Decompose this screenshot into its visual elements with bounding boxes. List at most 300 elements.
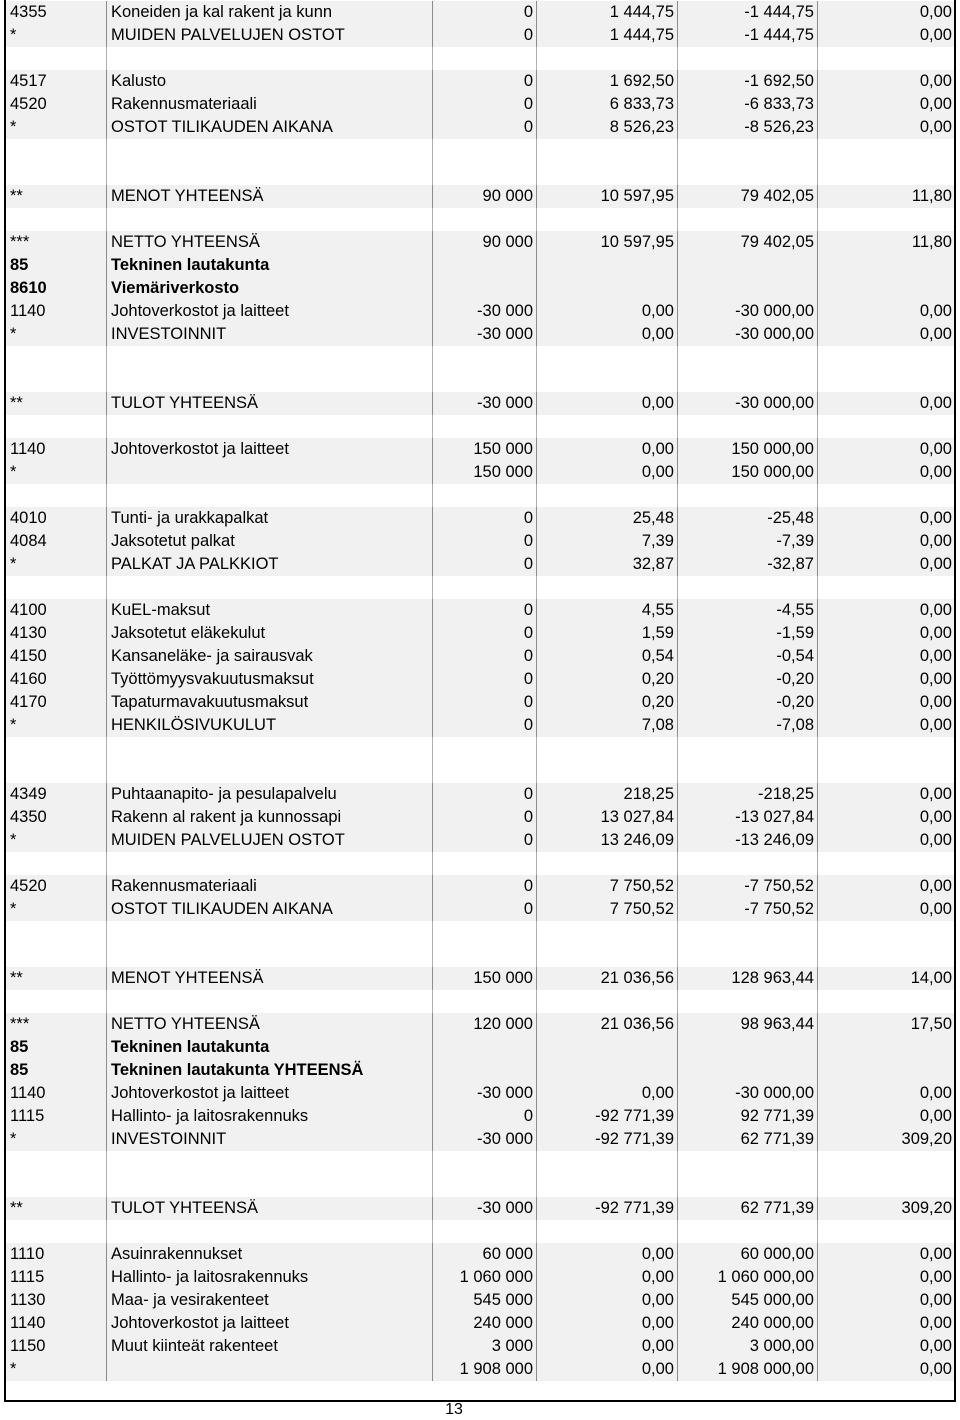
account-name-cell: Tunti- ja urakkapalkat bbox=[106, 507, 432, 530]
account-code-cell: * bbox=[6, 553, 106, 576]
account-name-cell bbox=[106, 737, 432, 760]
spacer-row bbox=[6, 760, 954, 783]
budget-cell: 0 bbox=[432, 645, 536, 668]
account-name-cell bbox=[106, 484, 432, 507]
account-name-cell: TULOT YHTEENSÄ bbox=[106, 392, 432, 415]
account-name-cell bbox=[106, 415, 432, 438]
budget-cell: -30 000 bbox=[432, 1082, 536, 1105]
budget-cell: 0 bbox=[432, 530, 536, 553]
remaining-cell bbox=[677, 484, 817, 507]
account-name-cell bbox=[106, 461, 432, 484]
remaining-cell bbox=[677, 47, 817, 70]
account-name-cell bbox=[106, 1220, 432, 1243]
table-row bbox=[6, 507, 954, 530]
remaining-cell: 92 771,39 bbox=[677, 1105, 817, 1128]
percent-cell bbox=[817, 346, 954, 369]
used-cell bbox=[536, 346, 677, 369]
account-name-cell: NETTO YHTEENSÄ bbox=[106, 231, 432, 254]
used-cell: 0,00 bbox=[536, 1358, 677, 1381]
account-code-cell bbox=[6, 162, 106, 185]
percent-cell: 0,00 bbox=[817, 93, 954, 116]
table-row bbox=[6, 1036, 954, 1059]
account-code-cell: 1115 bbox=[6, 1105, 106, 1128]
percent-cell bbox=[817, 944, 954, 967]
remaining-cell: 545 000,00 bbox=[677, 1289, 817, 1312]
account-name-cell: Jaksotetut palkat bbox=[106, 530, 432, 553]
account-code-cell: 4010 bbox=[6, 507, 106, 530]
budget-cell bbox=[432, 369, 536, 392]
account-code-cell bbox=[6, 944, 106, 967]
budget-cell bbox=[432, 346, 536, 369]
account-name-cell bbox=[106, 47, 432, 70]
account-code-cell: 1140 bbox=[6, 1082, 106, 1105]
account-code-cell: ** bbox=[6, 967, 106, 990]
used-cell bbox=[536, 139, 677, 162]
budget-cell: 0 bbox=[432, 24, 536, 47]
used-cell bbox=[536, 760, 677, 783]
budget-cell: 0 bbox=[432, 93, 536, 116]
remaining-cell bbox=[677, 162, 817, 185]
budget-cell: 0 bbox=[432, 1, 536, 24]
account-name-cell: NETTO YHTEENSÄ bbox=[106, 1013, 432, 1036]
account-name-cell bbox=[106, 990, 432, 1013]
account-code-cell bbox=[6, 484, 106, 507]
account-code-cell: 4355 bbox=[6, 1, 106, 24]
budget-cell: 0 bbox=[432, 70, 536, 93]
budget-cell: -30 000 bbox=[432, 300, 536, 323]
percent-cell bbox=[817, 139, 954, 162]
used-cell: 7,08 bbox=[536, 714, 677, 737]
remaining-cell bbox=[677, 1036, 817, 1059]
account-name-cell bbox=[106, 139, 432, 162]
table-row bbox=[6, 323, 954, 346]
budget-cell: 0 bbox=[432, 622, 536, 645]
table-row bbox=[6, 1358, 954, 1381]
used-cell: 0,54 bbox=[536, 645, 677, 668]
table-row bbox=[6, 668, 954, 691]
budget-cell: 0 bbox=[432, 898, 536, 921]
remaining-cell bbox=[677, 760, 817, 783]
percent-cell: 17,50 bbox=[817, 1013, 954, 1036]
remaining-cell: -1 444,75 bbox=[677, 1, 817, 24]
account-name-cell: Muut kiinteät rakenteet bbox=[106, 1335, 432, 1358]
budget-cell: 0 bbox=[432, 599, 536, 622]
budget-cell: 3 000 bbox=[432, 1335, 536, 1358]
spacer-row bbox=[6, 1151, 954, 1174]
account-code-cell bbox=[6, 576, 106, 599]
table-row bbox=[6, 1, 954, 24]
account-code-cell bbox=[6, 921, 106, 944]
table-row bbox=[6, 691, 954, 714]
remaining-cell: -0,20 bbox=[677, 691, 817, 714]
table-row bbox=[6, 1128, 954, 1151]
account-name-cell: MENOT YHTEENSÄ bbox=[106, 967, 432, 990]
used-cell: 6 833,73 bbox=[536, 93, 677, 116]
used-cell bbox=[536, 277, 677, 300]
budget-cell: 0 bbox=[432, 116, 536, 139]
used-cell: 10 597,95 bbox=[536, 185, 677, 208]
remaining-cell: -4,55 bbox=[677, 599, 817, 622]
percent-cell: 14,00 bbox=[817, 967, 954, 990]
percent-cell: 0,00 bbox=[817, 783, 954, 806]
spacer-row bbox=[6, 1220, 954, 1243]
table-row bbox=[6, 898, 954, 921]
used-cell: 1,59 bbox=[536, 622, 677, 645]
account-code-cell: ** bbox=[6, 1197, 106, 1220]
percent-cell bbox=[817, 369, 954, 392]
spacer-row bbox=[6, 944, 954, 967]
percent-cell bbox=[817, 737, 954, 760]
account-name-cell: OSTOT TILIKAUDEN AIKANA bbox=[106, 898, 432, 921]
percent-cell: 0,00 bbox=[817, 461, 954, 484]
used-cell: 0,00 bbox=[536, 1243, 677, 1266]
account-name-cell bbox=[106, 576, 432, 599]
spacer-row bbox=[6, 139, 954, 162]
account-name-cell: Koneiden ja kal rakent ja kunn bbox=[106, 1, 432, 24]
percent-cell bbox=[817, 921, 954, 944]
budget-cell bbox=[432, 760, 536, 783]
used-cell: 7,39 bbox=[536, 530, 677, 553]
account-name-cell: Jaksotetut eläkekulut bbox=[106, 622, 432, 645]
account-name-cell: PALKAT JA PALKKIOT bbox=[106, 553, 432, 576]
budget-cell bbox=[432, 484, 536, 507]
used-cell bbox=[536, 576, 677, 599]
budget-cell bbox=[432, 852, 536, 875]
remaining-cell: 98 963,44 bbox=[677, 1013, 817, 1036]
account-name-cell: Kalusto bbox=[106, 70, 432, 93]
remaining-cell: -7,39 bbox=[677, 530, 817, 553]
budget-cell: 150 000 bbox=[432, 461, 536, 484]
remaining-cell: 62 771,39 bbox=[677, 1128, 817, 1151]
used-cell: 21 036,56 bbox=[536, 967, 677, 990]
used-cell: 13 027,84 bbox=[536, 806, 677, 829]
used-cell: 7 750,52 bbox=[536, 898, 677, 921]
remaining-cell bbox=[677, 369, 817, 392]
used-cell: 0,20 bbox=[536, 691, 677, 714]
budget-cell: -30 000 bbox=[432, 323, 536, 346]
account-name-cell: Rakennusmateriaali bbox=[106, 93, 432, 116]
budget-cell: 0 bbox=[432, 829, 536, 852]
table-row bbox=[6, 24, 954, 47]
budget-cell: 0 bbox=[432, 714, 536, 737]
remaining-cell: -13 246,09 bbox=[677, 829, 817, 852]
percent-cell bbox=[817, 990, 954, 1013]
remaining-cell: -1 692,50 bbox=[677, 70, 817, 93]
account-code-cell: 1140 bbox=[6, 438, 106, 461]
remaining-cell bbox=[677, 737, 817, 760]
percent-cell bbox=[817, 1036, 954, 1059]
table-row bbox=[6, 1243, 954, 1266]
percent-cell bbox=[817, 760, 954, 783]
remaining-cell bbox=[677, 944, 817, 967]
percent-cell: 11,80 bbox=[817, 231, 954, 254]
percent-cell: 0,00 bbox=[817, 1312, 954, 1335]
spacer-row bbox=[6, 737, 954, 760]
percent-cell: 0,00 bbox=[817, 323, 954, 346]
remaining-cell: -13 027,84 bbox=[677, 806, 817, 829]
used-cell bbox=[536, 254, 677, 277]
table-row bbox=[6, 93, 954, 116]
used-cell: 0,00 bbox=[536, 1289, 677, 1312]
used-cell: 32,87 bbox=[536, 553, 677, 576]
budget-cell bbox=[432, 944, 536, 967]
used-cell bbox=[536, 47, 677, 70]
account-name-cell: Tapaturmavakuutusmaksut bbox=[106, 691, 432, 714]
account-name-cell: Puhtaanapito- ja pesulapalvelu bbox=[106, 783, 432, 806]
account-code-cell: * bbox=[6, 1358, 106, 1381]
percent-cell: 0,00 bbox=[817, 691, 954, 714]
remaining-cell: -30 000,00 bbox=[677, 300, 817, 323]
percent-cell bbox=[817, 1220, 954, 1243]
account-code-cell bbox=[6, 346, 106, 369]
used-cell: 0,00 bbox=[536, 1266, 677, 1289]
account-name-cell: OSTOT TILIKAUDEN AIKANA bbox=[106, 116, 432, 139]
budget-cell: 0 bbox=[432, 783, 536, 806]
account-name-cell: Tekninen lautakunta YHTEENSÄ bbox=[106, 1059, 432, 1082]
remaining-cell bbox=[677, 1059, 817, 1082]
account-code-cell: * bbox=[6, 323, 106, 346]
account-name-cell: KuEL-maksut bbox=[106, 599, 432, 622]
budget-cell bbox=[432, 1151, 536, 1174]
used-cell: 0,00 bbox=[536, 461, 677, 484]
account-code-cell bbox=[6, 1174, 106, 1197]
percent-cell: 309,20 bbox=[817, 1128, 954, 1151]
account-code-cell: ** bbox=[6, 392, 106, 415]
used-cell: 0,00 bbox=[536, 1312, 677, 1335]
remaining-cell bbox=[677, 415, 817, 438]
budget-cell bbox=[432, 415, 536, 438]
account-code-cell bbox=[6, 208, 106, 231]
budget-cell: 90 000 bbox=[432, 185, 536, 208]
spacer-row bbox=[6, 346, 954, 369]
table-row bbox=[6, 277, 954, 300]
account-name-cell bbox=[106, 1358, 432, 1381]
budget-cell: 150 000 bbox=[432, 967, 536, 990]
account-code-cell bbox=[6, 1220, 106, 1243]
used-cell bbox=[536, 921, 677, 944]
used-cell: 0,00 bbox=[536, 438, 677, 461]
account-name-cell bbox=[106, 1174, 432, 1197]
budget-cell: 0 bbox=[432, 668, 536, 691]
used-cell bbox=[536, 369, 677, 392]
account-code-cell bbox=[6, 990, 106, 1013]
account-code-cell: 1140 bbox=[6, 1312, 106, 1335]
table-row bbox=[6, 1197, 954, 1220]
account-code-cell: 4520 bbox=[6, 93, 106, 116]
table-row bbox=[6, 254, 954, 277]
account-name-cell bbox=[106, 162, 432, 185]
table-row bbox=[6, 461, 954, 484]
remaining-cell: -1 444,75 bbox=[677, 24, 817, 47]
percent-cell: 0,00 bbox=[817, 1289, 954, 1312]
account-name-cell: MUIDEN PALVELUJEN OSTOT bbox=[106, 24, 432, 47]
account-name-cell bbox=[106, 852, 432, 875]
remaining-cell: -32,87 bbox=[677, 553, 817, 576]
spacer-row bbox=[6, 1174, 954, 1197]
account-name-cell: Tekninen lautakunta bbox=[106, 1036, 432, 1059]
table-row bbox=[6, 622, 954, 645]
used-cell: 0,00 bbox=[536, 1082, 677, 1105]
table-row bbox=[6, 783, 954, 806]
percent-cell: 0,00 bbox=[817, 116, 954, 139]
budget-cell: -30 000 bbox=[432, 1197, 536, 1220]
remaining-cell: 150 000,00 bbox=[677, 438, 817, 461]
percent-cell: 0,00 bbox=[817, 1243, 954, 1266]
account-code-cell: 4150 bbox=[6, 645, 106, 668]
account-name-cell: Hallinto- ja laitosrakennuks bbox=[106, 1266, 432, 1289]
used-cell bbox=[536, 1220, 677, 1243]
account-name-cell: Asuinrakennukset bbox=[106, 1243, 432, 1266]
remaining-cell bbox=[677, 921, 817, 944]
used-cell: 21 036,56 bbox=[536, 1013, 677, 1036]
remaining-cell: -6 833,73 bbox=[677, 93, 817, 116]
remaining-cell bbox=[677, 1174, 817, 1197]
remaining-cell bbox=[677, 208, 817, 231]
account-code-cell: 4084 bbox=[6, 530, 106, 553]
used-cell: 0,00 bbox=[536, 300, 677, 323]
budget-cell bbox=[432, 277, 536, 300]
used-cell: 25,48 bbox=[536, 507, 677, 530]
budget-cell: 0 bbox=[432, 507, 536, 530]
account-code-cell: * bbox=[6, 898, 106, 921]
used-cell: 218,25 bbox=[536, 783, 677, 806]
table-row bbox=[6, 530, 954, 553]
used-cell: 1 444,75 bbox=[536, 1, 677, 24]
table-row bbox=[6, 553, 954, 576]
remaining-cell bbox=[677, 852, 817, 875]
remaining-cell: -25,48 bbox=[677, 507, 817, 530]
budget-cell bbox=[432, 47, 536, 70]
remaining-cell: 60 000,00 bbox=[677, 1243, 817, 1266]
account-code-cell bbox=[6, 760, 106, 783]
account-code-cell: 4130 bbox=[6, 622, 106, 645]
used-cell bbox=[536, 737, 677, 760]
remaining-cell: 1 060 000,00 bbox=[677, 1266, 817, 1289]
account-name-cell: Viemäriverkosto bbox=[106, 277, 432, 300]
account-name-cell: Johtoverkostot ja laitteet bbox=[106, 1082, 432, 1105]
table-row bbox=[6, 231, 954, 254]
budget-cell bbox=[432, 921, 536, 944]
budget-cell bbox=[432, 1059, 536, 1082]
used-cell: 10 597,95 bbox=[536, 231, 677, 254]
account-name-cell bbox=[106, 921, 432, 944]
remaining-cell: 62 771,39 bbox=[677, 1197, 817, 1220]
remaining-cell: -0,20 bbox=[677, 668, 817, 691]
budget-cell: 545 000 bbox=[432, 1289, 536, 1312]
table-row bbox=[6, 438, 954, 461]
remaining-cell: 1 908 000,00 bbox=[677, 1358, 817, 1381]
budget-cell: 120 000 bbox=[432, 1013, 536, 1036]
remaining-cell: -7,08 bbox=[677, 714, 817, 737]
account-name-cell: MUIDEN PALVELUJEN OSTOT bbox=[106, 829, 432, 852]
used-cell: 0,00 bbox=[536, 323, 677, 346]
account-code-cell: 1130 bbox=[6, 1289, 106, 1312]
account-code-cell: 1140 bbox=[6, 300, 106, 323]
budget-cell: 0 bbox=[432, 553, 536, 576]
percent-cell: 0,00 bbox=[817, 668, 954, 691]
table-row bbox=[6, 714, 954, 737]
account-name-cell bbox=[106, 346, 432, 369]
percent-cell: 0,00 bbox=[817, 70, 954, 93]
remaining-cell bbox=[677, 576, 817, 599]
percent-cell: 0,00 bbox=[817, 1335, 954, 1358]
table-row bbox=[6, 645, 954, 668]
spacer-row bbox=[6, 576, 954, 599]
account-name-cell: MENOT YHTEENSÄ bbox=[106, 185, 432, 208]
used-cell bbox=[536, 1036, 677, 1059]
budget-table bbox=[4, 0, 956, 1402]
remaining-cell: 150 000,00 bbox=[677, 461, 817, 484]
percent-cell: 0,00 bbox=[817, 622, 954, 645]
account-code-cell bbox=[6, 47, 106, 70]
percent-cell: 309,20 bbox=[817, 1197, 954, 1220]
percent-cell bbox=[817, 1174, 954, 1197]
used-cell bbox=[536, 162, 677, 185]
budget-cell bbox=[432, 162, 536, 185]
account-name-cell bbox=[106, 944, 432, 967]
remaining-cell bbox=[677, 1151, 817, 1174]
used-cell: -92 771,39 bbox=[536, 1128, 677, 1151]
budget-cell bbox=[432, 1220, 536, 1243]
percent-cell: 0,00 bbox=[817, 806, 954, 829]
used-cell bbox=[536, 1174, 677, 1197]
budget-cell: 1 060 000 bbox=[432, 1266, 536, 1289]
account-name-cell: Johtoverkostot ja laitteet bbox=[106, 1312, 432, 1335]
used-cell bbox=[536, 484, 677, 507]
account-name-cell bbox=[106, 208, 432, 231]
remaining-cell: 128 963,44 bbox=[677, 967, 817, 990]
account-code-cell: 1110 bbox=[6, 1243, 106, 1266]
spacer-row bbox=[6, 921, 954, 944]
percent-cell: 0,00 bbox=[817, 392, 954, 415]
percent-cell: 0,00 bbox=[817, 645, 954, 668]
percent-cell bbox=[817, 576, 954, 599]
account-name-cell: Kansaneläke- ja sairausvak bbox=[106, 645, 432, 668]
account-code-cell: * bbox=[6, 461, 106, 484]
account-code-cell: 4520 bbox=[6, 875, 106, 898]
account-code-cell: 1150 bbox=[6, 1335, 106, 1358]
spacer-row bbox=[6, 484, 954, 507]
spacer-row bbox=[6, 47, 954, 70]
remaining-cell: -7 750,52 bbox=[677, 875, 817, 898]
percent-cell bbox=[817, 1059, 954, 1082]
budget-cell bbox=[432, 576, 536, 599]
budget-cell: -30 000 bbox=[432, 392, 536, 415]
account-code-cell: * bbox=[6, 714, 106, 737]
account-code-cell: 4517 bbox=[6, 70, 106, 93]
account-code-cell: 85 bbox=[6, 1036, 106, 1059]
used-cell bbox=[536, 1059, 677, 1082]
remaining-cell bbox=[677, 990, 817, 1013]
account-name-cell: Johtoverkostot ja laitteet bbox=[106, 300, 432, 323]
table-row bbox=[6, 1082, 954, 1105]
remaining-cell: -30 000,00 bbox=[677, 1082, 817, 1105]
table-row bbox=[6, 116, 954, 139]
account-code-cell: 85 bbox=[6, 254, 106, 277]
percent-cell bbox=[817, 1151, 954, 1174]
account-code-cell bbox=[6, 415, 106, 438]
used-cell bbox=[536, 852, 677, 875]
used-cell: 0,00 bbox=[536, 1335, 677, 1358]
used-cell bbox=[536, 944, 677, 967]
table-row bbox=[6, 1059, 954, 1082]
table-row bbox=[6, 1105, 954, 1128]
used-cell: 13 246,09 bbox=[536, 829, 677, 852]
percent-cell bbox=[817, 254, 954, 277]
account-code-cell: * bbox=[6, 1128, 106, 1151]
remaining-cell: -218,25 bbox=[677, 783, 817, 806]
spacer-row bbox=[6, 990, 954, 1013]
